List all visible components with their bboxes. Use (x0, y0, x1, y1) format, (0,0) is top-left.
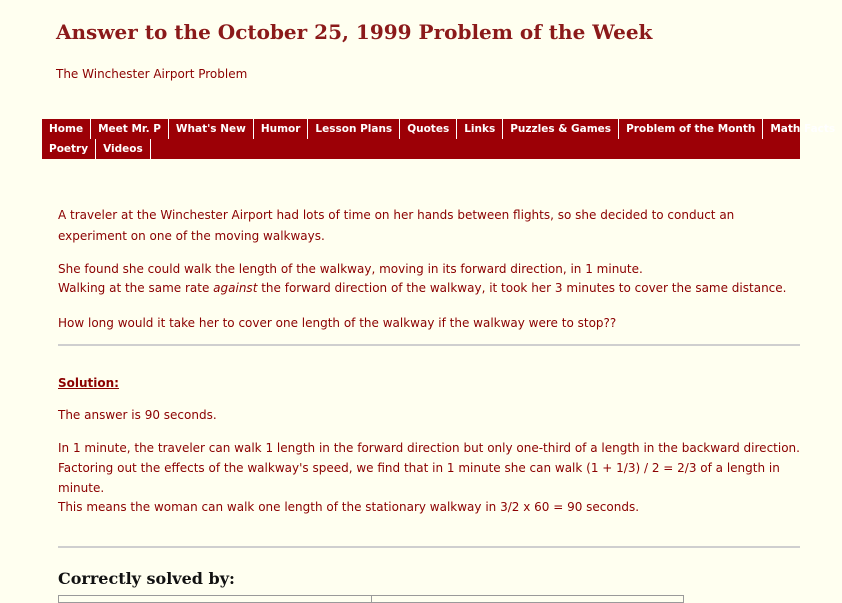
nav-link-lesson-plans[interactable]: Lesson Plans (308, 119, 400, 139)
solution-answer: The answer is 90 seconds. (58, 408, 217, 422)
solution-text-line: This means the woman can walk one length of the stationary walkway in 3/2 x 60 = 90 seconds. (58, 500, 640, 514)
table-cell (59, 596, 372, 602)
nav-link-home[interactable]: Home (42, 119, 91, 139)
problem-text-fragment: the forward direction of the walkway, it took her 3 minutes to cover the same distance. (257, 281, 787, 295)
nav-row-1 (42, 119, 842, 139)
solution-heading: Solution: (58, 376, 119, 390)
table-cell (372, 596, 684, 602)
page-subtitle: The Winchester Airport Problem (56, 67, 248, 81)
nav-row-2 (42, 139, 151, 159)
solution-text-line: In 1 minute, the traveler can walk 1 length in the forward direction but only one-third of a length in the backward direction. (58, 441, 800, 455)
nav-link-puzzles-games[interactable]: Puzzles & Games (503, 119, 619, 139)
nav-link-poetry[interactable]: Poetry (42, 139, 96, 159)
nav-link-whats-new[interactable]: What's New (169, 119, 254, 139)
nav-bar (42, 119, 836, 159)
problem-text-line: experiment on one of the moving walkways. (58, 229, 325, 243)
nav-link-links[interactable]: Links (457, 119, 503, 139)
solved-by-heading: Correctly solved by: (58, 569, 235, 588)
divider (58, 546, 800, 548)
divider (58, 344, 800, 346)
solution-text-line: minute. (58, 481, 105, 495)
problem-text-line (58, 279, 786, 297)
solved-by-table (58, 595, 684, 603)
problem-text-fragment: Walking at the same rate (58, 281, 214, 295)
nav-link-meet-mr-p[interactable]: Meet Mr. P (91, 119, 169, 139)
problem-question: How long would it take her to cover one length of the walkway if the walkway were to stop?? (58, 316, 617, 330)
problem-text-line: A traveler at the Winchester Airport had lots of time on her hands between flights, so she decided to conduct an (58, 208, 735, 222)
nav-link-videos[interactable]: Videos (96, 139, 151, 159)
nav-link-humor[interactable]: Humor (254, 119, 309, 139)
nav-link-quotes[interactable]: Quotes (400, 119, 457, 139)
solution-text-line: Factoring out the effects of the walkway's speed, we find that in 1 minute she can walk (1 + 1/3) / 2 = 2/3 of a length in (58, 461, 780, 475)
nav-link-math-facts[interactable]: Math Facts (770, 123, 836, 135)
page-title: Answer to the October 25, 1999 Problem of the Week (56, 20, 653, 44)
problem-text-line: She found she could walk the length of the walkway, moving in its forward direction, in 1 minute. (58, 262, 643, 276)
nav-link-problem-of-the-month[interactable]: Problem of the Month (619, 119, 763, 139)
emphasis-against: against (213, 281, 258, 295)
